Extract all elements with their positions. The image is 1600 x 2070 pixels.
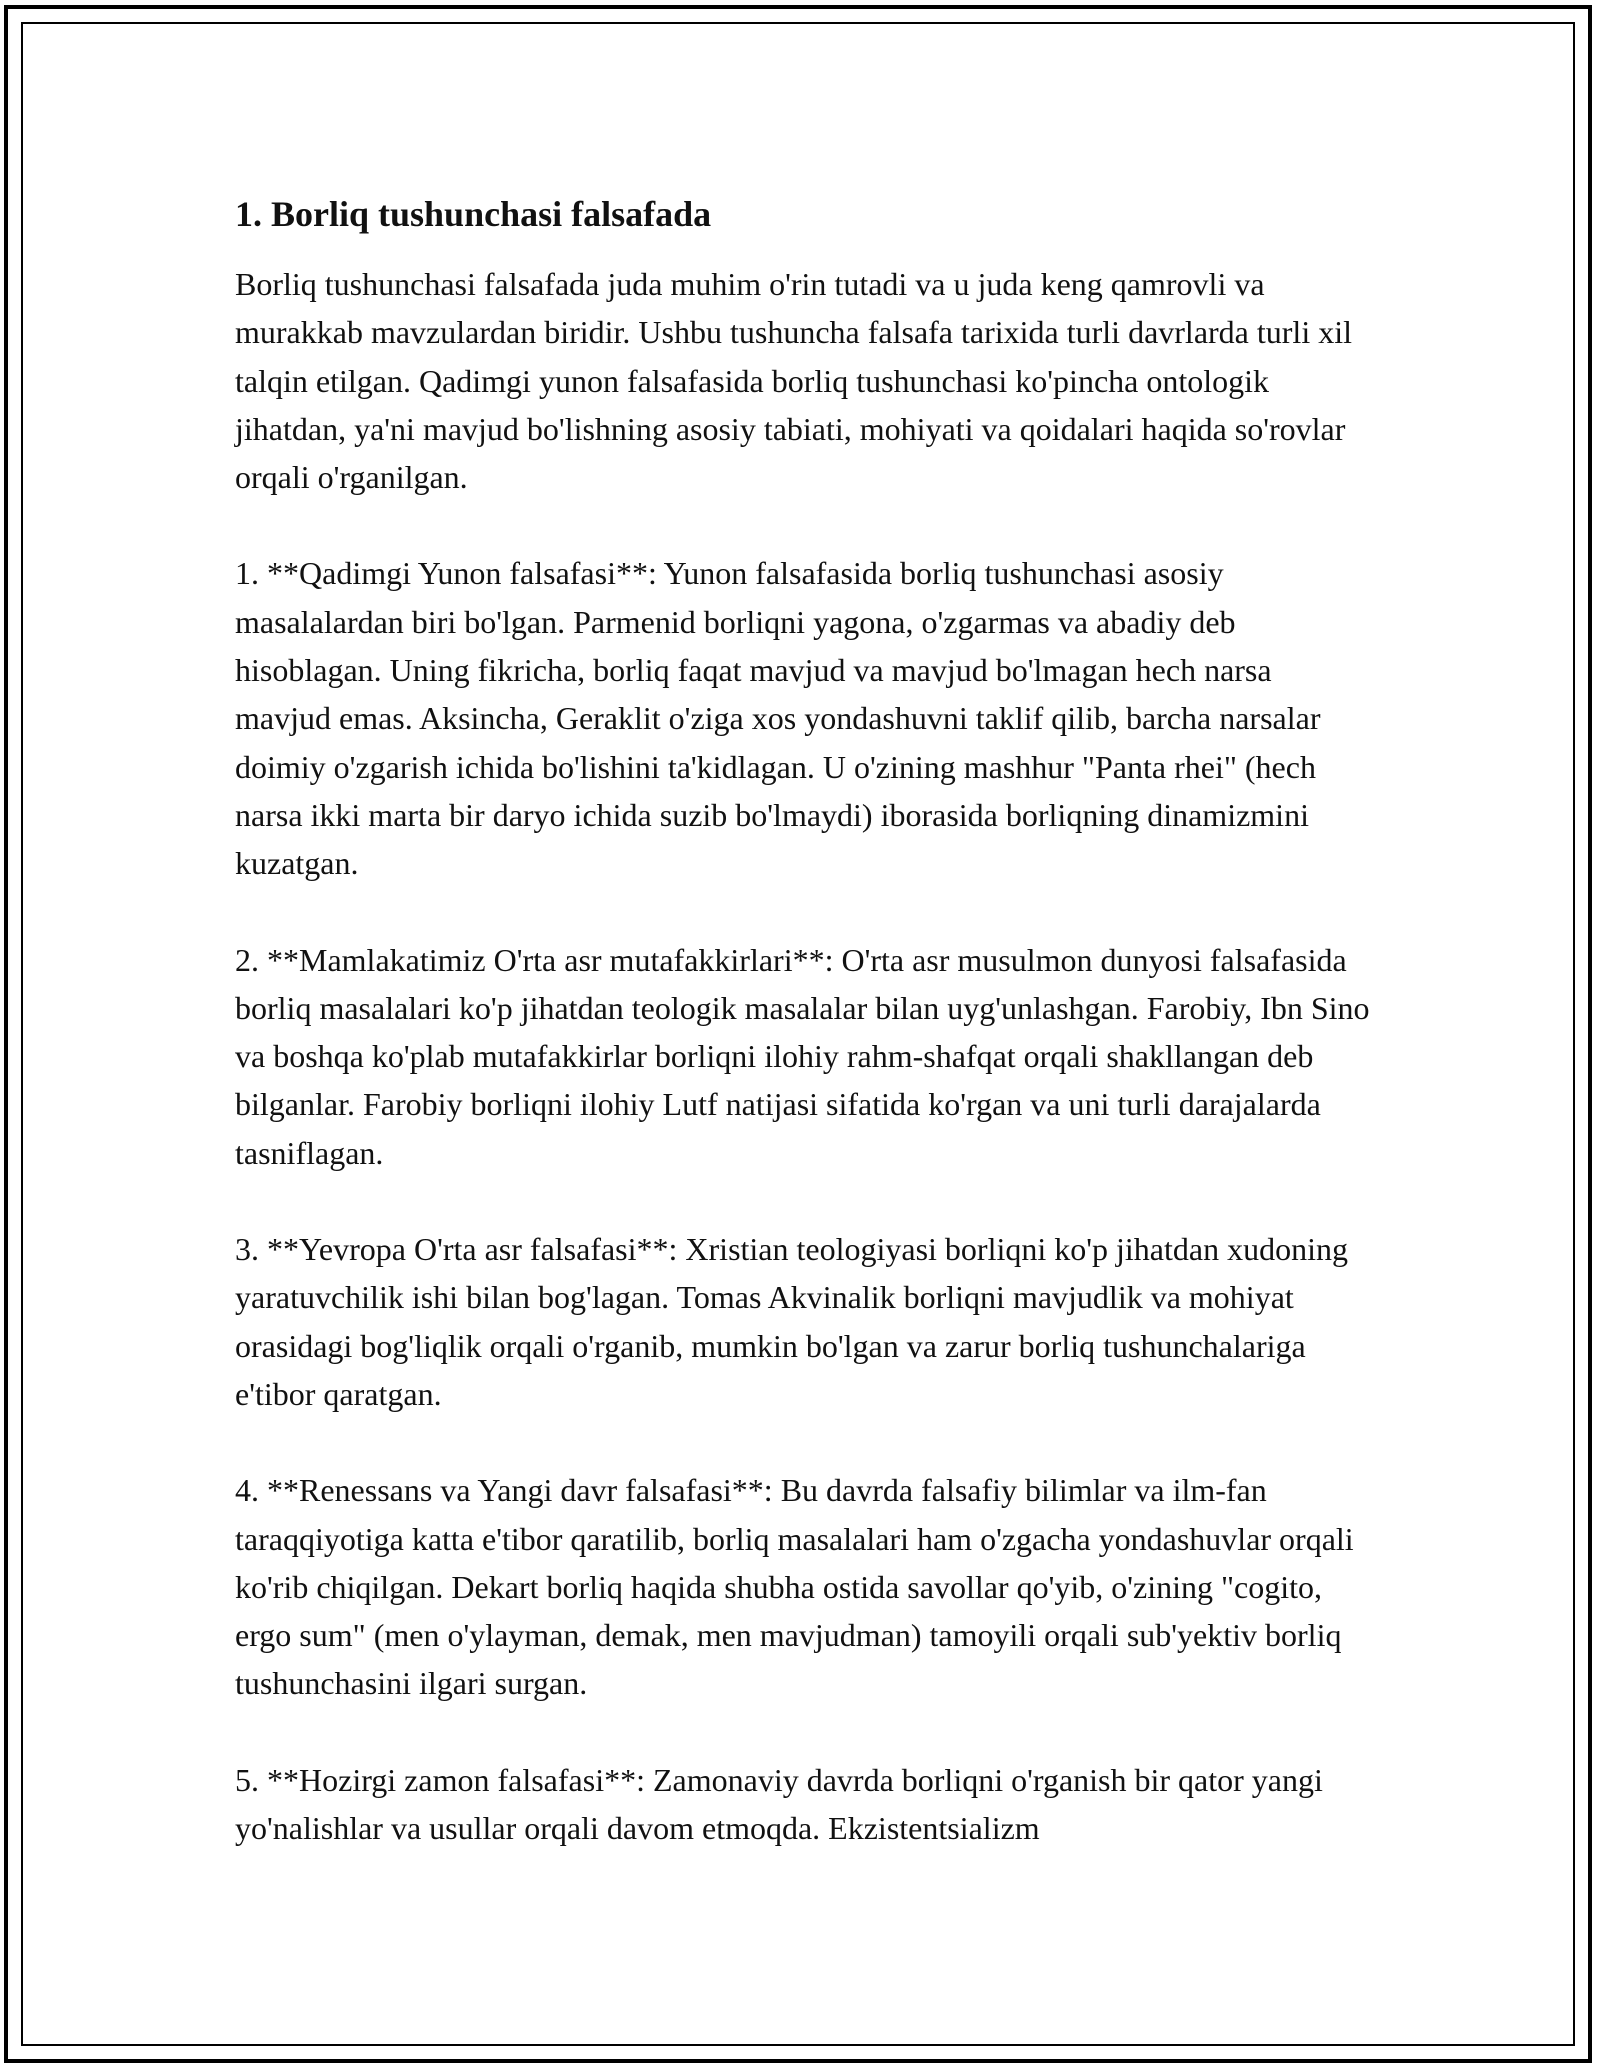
intro-paragraph: Borliq tushunchasi falsafada juda muhim o'rin tutadi va u juda keng qamrovli va murakkab mavzulardan biridir. Ushbu tushuncha falsafa tarixida turli davrlarda turli xil talqin etilgan. Qadimgi yunon falsafasida borliq tushunchasi ko'pincha ontologik jihatdan, ya'ni mavjud bo'lishning asosiy tabiati, mohiyati va qoidalari haqida so'rovlar orqali o'rganilgan. [235, 266, 1352, 496]
paragraph-medieval-european: 3. **Yevropa O'rta asr falsafasi**: Xristian teologiyasi borliqni ko'p jihatdan xudoning yaratuvchilik ishi bilan bog'lagan. Tomas Akvinalik borliqni mavjudlik va mohiyat orasidagi bog'liqlik orqali o'rganib, mumkin bo'lgan va zarur borliq tushunchalariga e'tibor qaratgan. [235, 1231, 1348, 1412]
document-body [235, 186, 1375, 1900]
paragraph-medieval-eastern: 2. **Mamlakatimiz O'rta asr mutafakkirlari**: O'rta asr musulmon dunyosi falsafasida borliq masalalari ko'p jihatdan teologik masalalar bilan uyg'unlashgan. Farobiy, Ibn Sino va boshqa ko'plab mutafakkirlar borliqni ilohiy rahm-shafqat orqali shakllangan deb bilganlar. Farobiy borliqni ilohiy Lutf natijasi sifatida ko'rgan va uni turli darajalarda tasniflagan. [235, 941, 1370, 1171]
section-heading: 1. Borliq tushunchasi falsafada [235, 194, 712, 234]
paragraph-renaissance-modern: 4. **Renessans va Yangi davr falsafasi**: Bu davrda falsafiy bilimlar va ilm-fan taraqqiyotiga katta e'tibor qaratilib, borliq masalalari ham o'zgacha yondashuvlar orqali ko'rib chiqilgan. Dekart borliq haqida shubha ostida savollar qo'yib, o'zining "cogito, ergo sum" (men o'ylayman, demak, men mavjudman) tamoyili orqali sub'yektiv borliq tushunchasini ilgari surgan. [235, 1472, 1354, 1702]
paragraph-contemporary: 5. **Hozirgi zamon falsafasi**: Zamonaviy davrda borliqni o'rganish bir qator yangi yo'nalishlar va usullar orqali davom etmoqda. Ekzistentsializm [235, 1761, 1323, 1847]
paragraph-ancient-greek: 1. **Qadimgi Yunon falsafasi**: Yunon falsafasida borliq tushunchasi asosiy masalalardan biri bo'lgan. Parmenid borliqni yagona, o'zgarmas va abadiy deb hisoblagan. Uning fikricha, borliq faqat mavjud va mavjud bo'lmagan hech narsa mavjud emas. Aksincha, Geraklit o'ziga xos yondashuvni taklif qilib, barcha narsalar doimiy o'zgarish ichida bo'lishini ta'kidlagan. U o'zining mashhur "Panta rhei" (hech narsa ikki marta bir daryo ichida suzib bo'lmaydi) iborasida borliqning dinamizmini kuzatgan. [235, 555, 1321, 882]
